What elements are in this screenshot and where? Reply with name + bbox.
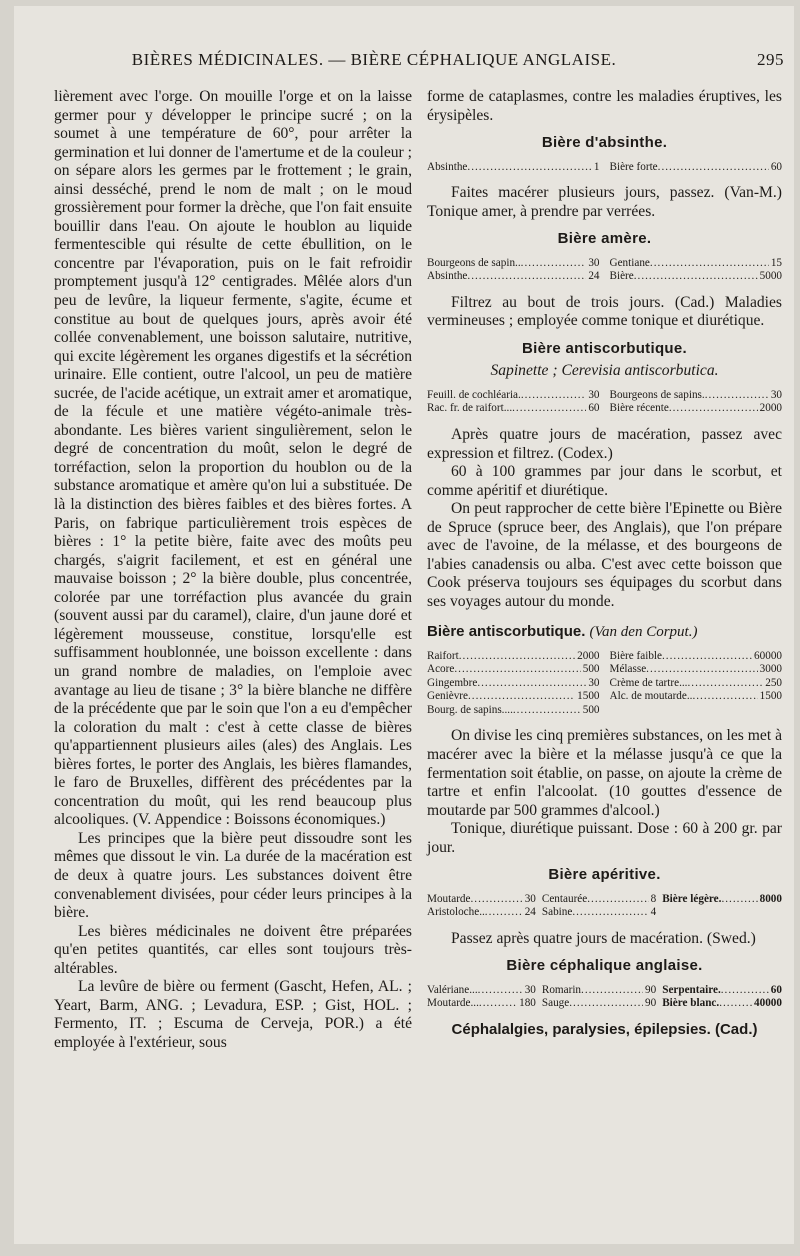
ingredient-qty: 30 <box>588 388 600 401</box>
ingredient-qty: 90 <box>645 983 657 996</box>
page-header-title: BIÈRES MÉDICINALES. — BIÈRE CÉPHALIQUE ANGLAISE. <box>131 50 617 69</box>
ingredient <box>427 161 600 175</box>
ingredient-list <box>427 257 782 284</box>
ingredient-qty: 60 <box>770 983 782 996</box>
ingredient-name: Absinthe <box>427 270 468 283</box>
ingredient-name: Aristoloche.. <box>427 906 485 919</box>
ingredient-name: Moutarde <box>427 892 471 905</box>
right-paragraph-0: forme de cataplasmes, contre les maladies éruptives, les érysipèles. <box>427 88 782 124</box>
ingredient-qty: 1500 <box>577 690 600 703</box>
ingredient <box>427 402 600 416</box>
ingredient-qty: 2000 <box>577 649 600 662</box>
ingredient <box>427 270 600 284</box>
ingredient-qty: 8000 <box>759 892 782 905</box>
recipe-amere <box>427 230 782 331</box>
ingredient <box>610 690 783 704</box>
recipe-absinthe <box>427 134 782 221</box>
ingredient <box>610 389 783 403</box>
ingredient-name: Bière faible <box>609 649 662 662</box>
left-paragraph-4: La levûre de bière ou ferment (Gascht, Hefen, AL. ; Yeart, Barm, ANG. ; Levadura, ESP. ; Gist, HOL. ; Fermento, IT. ; Escuma de Cerveja, POR.) a été employée à l'extérieur, sous <box>54 978 412 1051</box>
recipe-attribution: (Van den Corput.) <box>589 624 698 641</box>
ingredient-qty: 2000 <box>759 402 782 415</box>
ingredient <box>427 997 536 1011</box>
ingredient-qty: 8 <box>650 892 657 905</box>
ingredient-qty: 30 <box>588 676 600 689</box>
ingredient-qty: 24 <box>588 270 600 283</box>
ingredient-name: Crème de tartre... <box>609 676 688 689</box>
recipe-text: Céphalalgies, paralysies, épilepsies. (Cad.) <box>451 1020 758 1038</box>
ingredient-name: Bière légère. <box>662 892 722 905</box>
ingredient <box>542 893 656 907</box>
recipe-text: Faites macérer plusieurs jours, passez. (Van-M.) Tonique amer, à prendre par verrées. <box>427 184 782 220</box>
recipe-aperitive <box>427 866 782 948</box>
ingredient-name: Acore <box>427 663 455 676</box>
ingredient-qty: 60 <box>588 402 600 415</box>
ingredient-name: Raifort <box>427 649 459 662</box>
ingredient <box>662 984 782 998</box>
ingredient-qty: 30 <box>524 983 536 996</box>
left-paragraph-3: Les bières médicinales ne doivent être préparées qu'en petites quantités, car elles sont toujours très-altérables. <box>54 922 412 977</box>
ingredient-name: Mélasse <box>609 663 647 676</box>
page-number: 295 <box>757 50 784 69</box>
ingredient-qty: 250 <box>765 676 782 689</box>
ingredient-name: Gingembre <box>427 676 478 689</box>
ingredient <box>427 389 600 403</box>
recipe-synonyms: Sapinette ; Cerevisia antiscorbutica. <box>490 362 719 380</box>
ingredient-list <box>427 893 782 920</box>
ingredient-qty: 500 <box>582 663 600 676</box>
ingredient-qty: 1500 <box>759 690 782 703</box>
ingredient-name: Sabine <box>541 906 573 919</box>
ingredient-name: Alc. de moutarde.. <box>609 690 693 703</box>
ingredient <box>610 650 783 664</box>
ingredient-qty: 24 <box>524 906 536 919</box>
ingredient-name: Rac. fr. de raifort... <box>427 402 513 415</box>
recipe-text: Passez après quatre jours de macération. (Swed.) <box>451 929 756 947</box>
ingredient-name: Gentiane <box>609 256 650 269</box>
ingredient-qty: 90 <box>645 997 657 1010</box>
ingredient-name: Bourgeons de sapins. <box>609 388 705 401</box>
ingredient <box>542 984 656 998</box>
ingredient-name: Serpentaire. <box>662 983 721 996</box>
ingredient-name: Bière forte <box>609 160 658 173</box>
recipe-heading: Bière d'absinthe. <box>541 134 668 152</box>
recipe-heading: Bière céphalique anglaise. <box>506 957 703 975</box>
right-column <box>427 88 782 1040</box>
ingredient-list <box>427 161 782 175</box>
ingredient-qty: 30 <box>524 892 536 905</box>
ingredient <box>427 690 600 704</box>
ingredient-name: Bière récente <box>609 402 669 415</box>
ingredient-qty: 30 <box>770 388 782 401</box>
ingredient-name: Bourg. de sapins.... <box>427 703 513 716</box>
ingredient <box>610 161 783 175</box>
ingredient-qty: 40000 <box>754 997 782 1010</box>
ingredient-name: Romarin <box>541 983 582 996</box>
ingredient-qty: 500 <box>582 703 600 716</box>
recipe-cephalique <box>427 957 782 1039</box>
book-page <box>14 6 794 1244</box>
recipe-heading-row <box>427 623 782 642</box>
ingredient <box>662 893 782 907</box>
ingredient-qty: 1 <box>593 160 600 173</box>
ingredient-qty: 30 <box>588 256 600 269</box>
ingredient-name: Bourgeons de sapin.. <box>427 256 521 269</box>
recipe-text: Après quatre jours de macération, passez avec expression et filtrez. (Codex.) <box>427 425 782 462</box>
ingredient <box>662 997 782 1011</box>
ingredient-name: Valériane... <box>427 983 478 996</box>
ingredient-list <box>427 389 782 416</box>
ingredient-qty: 60000 <box>754 649 782 662</box>
ingredient <box>427 893 536 907</box>
ingredient-list <box>427 984 782 1011</box>
left-column <box>54 88 412 1052</box>
ingredient-name: Bière <box>609 270 634 283</box>
ingredient <box>427 677 600 691</box>
recipe-heading: Bière antiscorbutique. <box>427 623 586 641</box>
recipe-antiscorbutique-1 <box>427 340 782 612</box>
recipe-heading: Bière amère. <box>557 230 652 248</box>
ingredient-name: Absinthe <box>427 160 468 173</box>
ingredient <box>610 402 783 416</box>
ingredient <box>542 997 656 1011</box>
ingredient-list <box>427 650 782 718</box>
ingredient <box>427 704 600 718</box>
ingredient-name: Sauge <box>541 997 570 1010</box>
ingredient <box>427 650 600 664</box>
left-paragraph-2: Les principes que la bière peut dissoudre sont les mêmes que dissout le vin. La durée de la macération est de deux à quatre jours. Les substances doivent être convenablement divisées, pour céder leurs principes à la bière. <box>54 829 412 922</box>
recipe-text: Filtrez au bout de trois jours. (Cad.) Maladies vermineuses ; employée comme tonique et diurétique. <box>427 293 782 330</box>
recipe-heading: Bière antiscorbutique. <box>522 339 687 357</box>
ingredient <box>427 984 536 998</box>
recipe-heading: Bière apéritive. <box>548 866 661 884</box>
ingredient <box>427 663 600 677</box>
recipe-text: On divise les cinq premières substances, on les met à macérer avec la bière et la mélasse jusqu'à ce que la fermentation soit établie, on passe, on ajoute la crème de tartre et enfin l'alcoolat. (10 gouttes d'essence de moutarde par 500 grammes d'alcool.) <box>427 727 782 819</box>
ingredient-name: Genièvre <box>427 690 468 703</box>
ingredient <box>610 663 783 677</box>
ingredient-qty: 5000 <box>759 270 782 283</box>
ingredient-qty: 180 <box>519 997 536 1010</box>
ingredient <box>610 677 783 691</box>
ingredient <box>427 257 600 271</box>
ingredient-qty: 4 <box>650 906 657 919</box>
ingredient-qty: 3000 <box>759 663 782 676</box>
left-paragraph-1: lièrement avec l'orge. On mouille l'orge et on la laisse germer pour y développer le principe sucré ; on la soumet à une température de 60°, pour arrêter la germination et lui donner de l'amertume et de la couleur ; on sépare alors les germes par le frottement ; le grain, ainsi desséché, prend le nom de malt ; on le moud grossièrement pour former la drèche, que l'on fait ensuite bouillir dans l'eau. On ajoute le houblon au liquide fermentescible qui résulte de cette ébullition, on le concentre par l'évaporation, puis on le fait refroidir promptement jusqu'à 12° centigrades. Mêlée alors d'un peu de levûre, la liqueur fermente, s'agite, écume et constitue au bout de quelques jours, après avoir été collée convenablement, une boisson salutaire, nutritive, qui excite légèrement les organes digestifs et la sécrétion urinaire. Elle contient, outre l'alcool, un peu de matière sucrée, de l'acide acétique, un extrait amer et aromatique, de la fécule et une matière végéto-animale très-abondante. Les bières varient singulièrement, selon le degré de concentration du moût, selon le degré de torréfaction, selon la proportion du houblon ou de la substance aromatique et amère qu'on lui a substituée. De là la distinction des bières faibles et des bières fortes. A Paris, on fabrique particulièrement trois espèces de bières : 1° la petite bière, faite avec des moûts peu chargés, s'aigrit facilement, et est en général une mauvaise boisson ; 2° la bière double, plus concentrée, colorée par une torréfaction plus avancée du grain (souvent aussi par du caramel), claire, d'un jaune doré et légèrement mousseuse, constitue, lorsqu'elle est suffisamment houblonnée, une boisson excellente : dans un grand nombre de maladies, on l'emploie avec avantage au lieu de tisane ; 3° la bière blanche ne diffère de la précédente que par le soin que l'on a eu d'empêcher la coloration du malt : c'est à cette classe de bières qu'appartiennent plusieurs ailes (ales) des Anglais. Les bières fortes, le porter des Anglais, les bières flamandes, le faro de Bruxelles, diffèrent des précédentes par la concentration du moût, qui les rend beaucoup plus alcooliques. (V. Appendice : Boissons économiques.) <box>54 88 412 829</box>
ingredient-name: Feuill. de cochléaria. <box>427 388 521 401</box>
recipe-text: Tonique, diurétique puissant. Dose : 60 à 200 gr. par jour. <box>427 820 782 856</box>
ingredient <box>427 906 536 920</box>
ingredient <box>610 270 783 284</box>
recipe-text: On peut rapprocher de cette bière l'Epinette ou Bière de Spruce (spruce beer, des Anglais), que l'on prépare avec de l'avoine, de la mélasse, et des bourgeons de l'abies canadensis ou alba. C'est avec cette boisson que Cook préserva toujours ses équipages du scorbut dans ses voyages autour du monde. <box>427 500 782 610</box>
ingredient-name: Centaurée <box>541 892 588 905</box>
ingredient <box>542 906 656 920</box>
ingredient-qty: 60 <box>770 160 782 173</box>
ingredient <box>610 257 783 271</box>
recipe-antiscorbutique-2 <box>427 623 782 857</box>
ingredient-qty: 15 <box>770 256 782 269</box>
ingredient-name: Moutarde... <box>427 997 479 1010</box>
recipe-text: 60 à 100 grammes par jour dans le scorbut, et comme apéritif et diurétique. <box>427 463 782 499</box>
ingredient-name: Bière blanc. <box>662 997 720 1010</box>
